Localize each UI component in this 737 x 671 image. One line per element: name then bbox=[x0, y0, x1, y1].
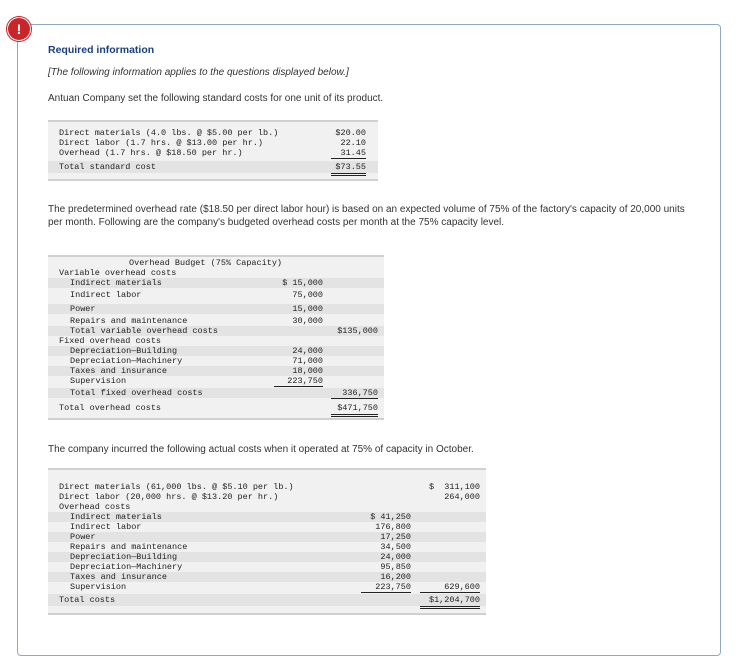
table-row: Indirect labor 75,000 bbox=[70, 290, 323, 300]
table-row: Direct materials (61,000 lbs. @ $5.10 per lb.) $ 311,100 bbox=[59, 482, 480, 492]
intro-text: Antuan Company set the following standard costs for one unit of its product. bbox=[48, 93, 384, 104]
table-row: Repairs and maintenance 34,500 bbox=[70, 542, 411, 552]
table-row: Indirect labor 176,800 bbox=[70, 522, 411, 532]
required-info-title: Required information bbox=[48, 44, 155, 56]
table-row: Power 17,250 bbox=[48, 532, 486, 542]
table-row: Total overhead costs $471,750 bbox=[48, 402, 384, 414]
table-row: Total variable overhead costs $135,000 bbox=[48, 326, 384, 336]
table-row: Total standard cost $73.55 bbox=[48, 161, 378, 173]
table-row: Indirect materials $ 15,000 bbox=[48, 278, 384, 288]
table-row: Taxes and insurance 18,000 bbox=[48, 366, 384, 376]
table-row: Depreciation—Machinery 95,850 bbox=[70, 562, 411, 572]
table-row: Depreciation—Machinery 71,000 bbox=[70, 356, 323, 366]
alert-icon: ! bbox=[7, 17, 31, 41]
table-row: Power 15,000 bbox=[48, 304, 384, 314]
overhead-budget-title: Overhead Budget (75% Capacity) bbox=[129, 258, 283, 268]
table-row: Supervision 223,750 629,600 bbox=[70, 582, 480, 592]
standard-costs-table bbox=[48, 120, 378, 181]
actual-costs-table: Direct materials (61,000 lbs. @ $5.10 per lb.) $ 311,100 Direct labor (20,000 hrs. @ $13.20 per hr.) 264,000 Overhead costs Indirect materials $ 41,250 Indirect labor 176,800 Power 17,250 Repairs and maintenance 34,500 Depreciation—Building 24,000 Depreciation—Machinery 95,850 Taxes and insurance 16,200 Supervision 223,750 629,600 Total costs $1,204,700 bbox=[48, 468, 486, 615]
predetermined-rate-text: The predetermined overhead rate ($18.50 per direct labor hour) is based on an expected volume of 75% of the factory's capacity of 20,000 units per month. Following are the company's budgeted overhead costs per month at the 75% capacity level. bbox=[48, 204, 685, 228]
table-row: Depreciation—Building 24,000 bbox=[48, 552, 486, 562]
table-row: Depreciation—Building 24,000 bbox=[48, 346, 384, 356]
table-row: Supervision 223,750 bbox=[70, 376, 323, 386]
table-row: Repairs and maintenance 30,000 bbox=[70, 316, 323, 326]
table-row: Overhead (1.7 hrs. @ $18.50 per hr.) 31.45 bbox=[59, 148, 366, 158]
actual-costs-intro: The company incurred the following actual costs when it operated at 75% of capacity in October. bbox=[48, 444, 474, 455]
intro-note: [The following information applies to the questions displayed below.] bbox=[48, 67, 349, 78]
overhead-budget-table: Overhead Budget (75% Capacity) Variable overhead costs Indirect materials $ 15,000 Indirect labor 75,000 Power 15,000 Repairs and maintenance 30,000 Total variable overhead costs $135,000 Fixed overhead costs Depreciation—Building 24,000 Depreciation—Machinery 71,000 Taxes and insurance 18,000 Supervision 223,750 Total fixed overhead costs 336,750 Total overhead costs $471,750 bbox=[48, 255, 384, 420]
table-row: Direct labor (20,000 hrs. @ $13.20 per hr.) 264,000 bbox=[59, 492, 480, 502]
table-row: Direct materials (4.0 lbs. @ $5.00 per lb.) $20.00 bbox=[59, 128, 366, 138]
table-row: Direct labor (1.7 hrs. @ $13.00 per hr.) 22.10 bbox=[59, 138, 366, 148]
table-row: Taxes and insurance 16,200 bbox=[48, 572, 486, 582]
table-row: Total costs $1,204,700 bbox=[48, 594, 486, 606]
table-row: Indirect materials $ 41,250 bbox=[48, 512, 486, 522]
table-row: Total fixed overhead costs 336,750 bbox=[48, 388, 384, 398]
